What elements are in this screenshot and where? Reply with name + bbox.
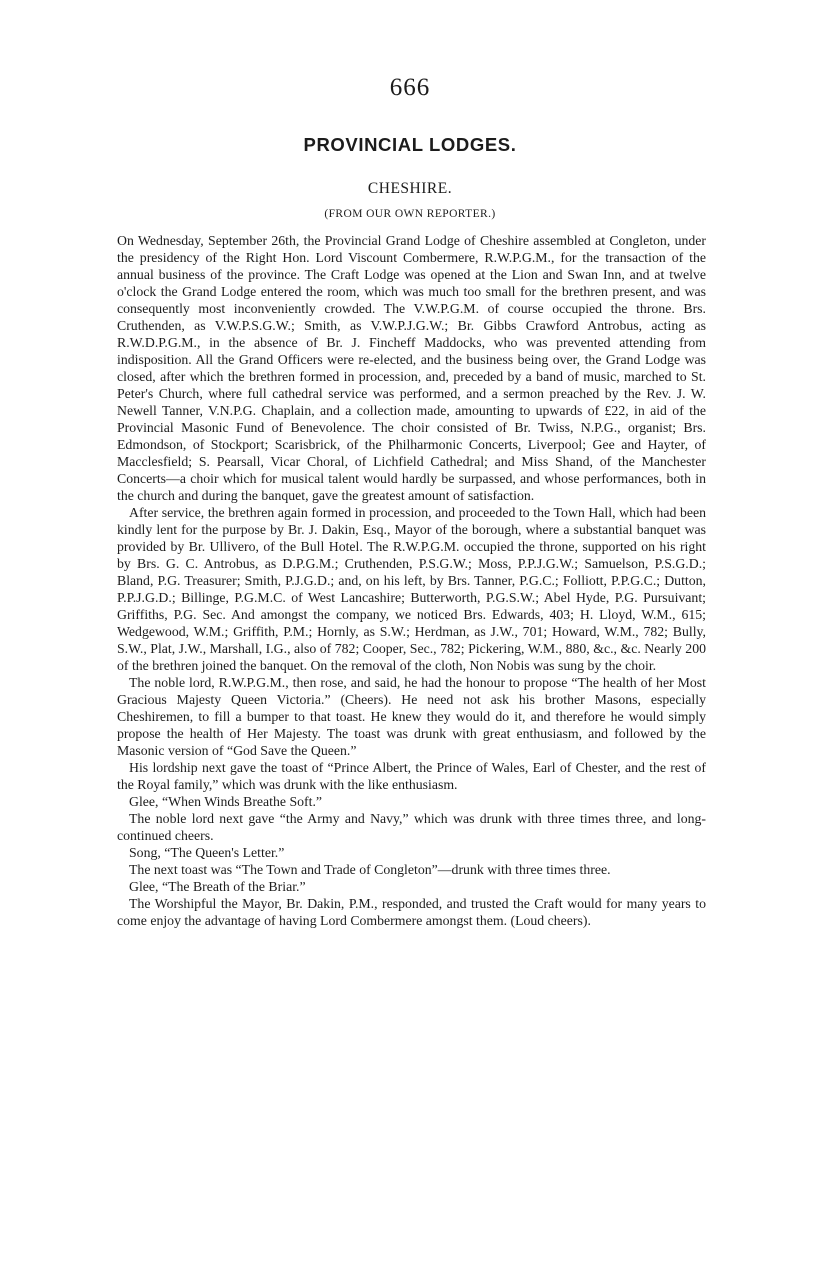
article-subtitle: CHESHIRE. <box>367 180 453 197</box>
article-body <box>117 232 706 929</box>
paragraph-5: Glee, “When Winds Breathe Soft.” <box>129 794 323 809</box>
section-title: PROVINCIAL LODGES. <box>303 134 517 155</box>
paragraph-1: On Wednesday, September 26th, the Provincial Grand Lodge of Cheshire assembled at Congleton, under the presidency of the Right Hon. Lord Viscount Combermere, R.W.P.G.M., for the transaction of the annual business of the province. The Craft Lodge was opened at the Lion and Swan Inn, and at twelve o'clock the Grand Lodge entered the room, which was much too small for the brethren present, and was consequently most inconveniently crowded. The V.W.P.G.M. of course occupied the throne. Brs. Cruthenden, as V.W.P.S.G.W.; Smith, as V.W.P.J.G.W.; Br. Gibbs Crawford Antrobus, acting as R.W.D.P.G.M., in the absence of Br. J. Fincheff Maddocks, who was prevented attending from indisposition. All the Grand Officers were re-elected, and the business being over, the Grand Lodge was closed, after which the brethren formed in procession, and, preceded by a band of music, marched to St. Peter's Church, where full cathedral service was performed, and a sermon preached by the Rev. J. W. Newell Tanner, V.N.P.G. Chaplain, and a collection made, amounting to upwards of £22, in aid of the Provincial Masonic Fund of Benevolence. The choir consisted of Br. Twiss, N.P.G., organist; Brs. Edmondson, of Stockport; Scarisbrick, of the Philharmonic Concerts, Liverpool; Gee and Hayter, of Macclesfield; S. Pearsall, Vicar Choral, of Lichfield Cathedral; and Miss Shand, of the Manchester Concerts—a choir which for musical talent would hardly be surpassed, and whose performances, both in the church and during the banquet, gave the greatest amount of satisfaction. <box>117 233 706 503</box>
paragraph-6: The noble lord next gave “the Army and Navy,” which was drunk with three times three, and long-continued cheers. <box>117 811 706 843</box>
page-number: 666 <box>389 74 431 101</box>
paragraph-10: The Worshipful the Mayor, Br. Dakin, P.M., responded, and trusted the Craft would for many years to come enjoy the advantage of having Lord Combermere amongst them. (Loud cheers). <box>117 896 706 928</box>
paragraph-4: His lordship next gave the toast of “Prince Albert, the Prince of Wales, Earl of Chester, and the rest of the Royal family,” which was drunk with the like enthusiasm. <box>117 760 706 792</box>
paragraph-2: After service, the brethren again formed in procession, and proceeded to the Town Hall, which had been kindly lent for the purpose by Br. J. Dakin, Esq., Mayor of the borough, where a substantial banquet was provided by Br. Ullivero, of the Bull Hotel. The R.W.P.G.M. occupied the throne, supported on his right by Brs. G. C. Antrobus, as D.P.G.M.; Cruthenden, P.S.G.W.; Moss, P.P.J.G.W.; Samuelson, P.S.G.D.; Bland, P.G. Treasurer; Smith, P.J.G.D.; and, on his left, by Brs. Tanner, P.G.C.; Folliott, P.P.G.C.; Dutton, P.P.J.G.D.; Billinge, P.G.M.C. of West Lancashire; Butterworth, P.G.S.W.; Abel Hyde, P.G. Pursuivant; Griffiths, P.G. Sec. And amongst the company, we noticed Brs. Edwards, 403; H. Lloyd, W.M., 615; Wedgewood, W.M.; Griffith, P.M.; Hornly, as S.W.; Herdman, as J.W., 701; Howard, W.M., 782; Bully, S.W., Plat, J.W., Marshall, I.G., also of 782; Cooper, Sec., 782; Pickering, W.M., 880, &c., &c. Nearly 200 of the brethren joined the banquet. On the removal of the cloth, Non Nobis was sung by the choir. <box>117 505 706 673</box>
reporter-credit: (FROM OUR OWN REPORTER.) <box>324 208 496 220</box>
paragraph-7: Song, “The Queen's Letter.” <box>129 845 285 860</box>
paragraph-8: The next toast was “The Town and Trade of Congleton”—drunk with three times three. <box>129 862 611 877</box>
paragraph-3: The noble lord, R.W.P.G.M., then rose, and said, he had the honour to propose “The health of her Most Gracious Majesty Queen Victoria.” (Cheers). He need not ask his brother Masons, especially Cheshiremen, to fill a bumper to that toast. He knew they would do it, and therefore he would simply propose the health of Her Majesty. The toast was drunk with great enthusiasm, and followed by the Masonic version of “God Save the Queen.” <box>117 675 706 758</box>
paragraph-9: Glee, “The Breath of the Briar.” <box>129 879 306 894</box>
